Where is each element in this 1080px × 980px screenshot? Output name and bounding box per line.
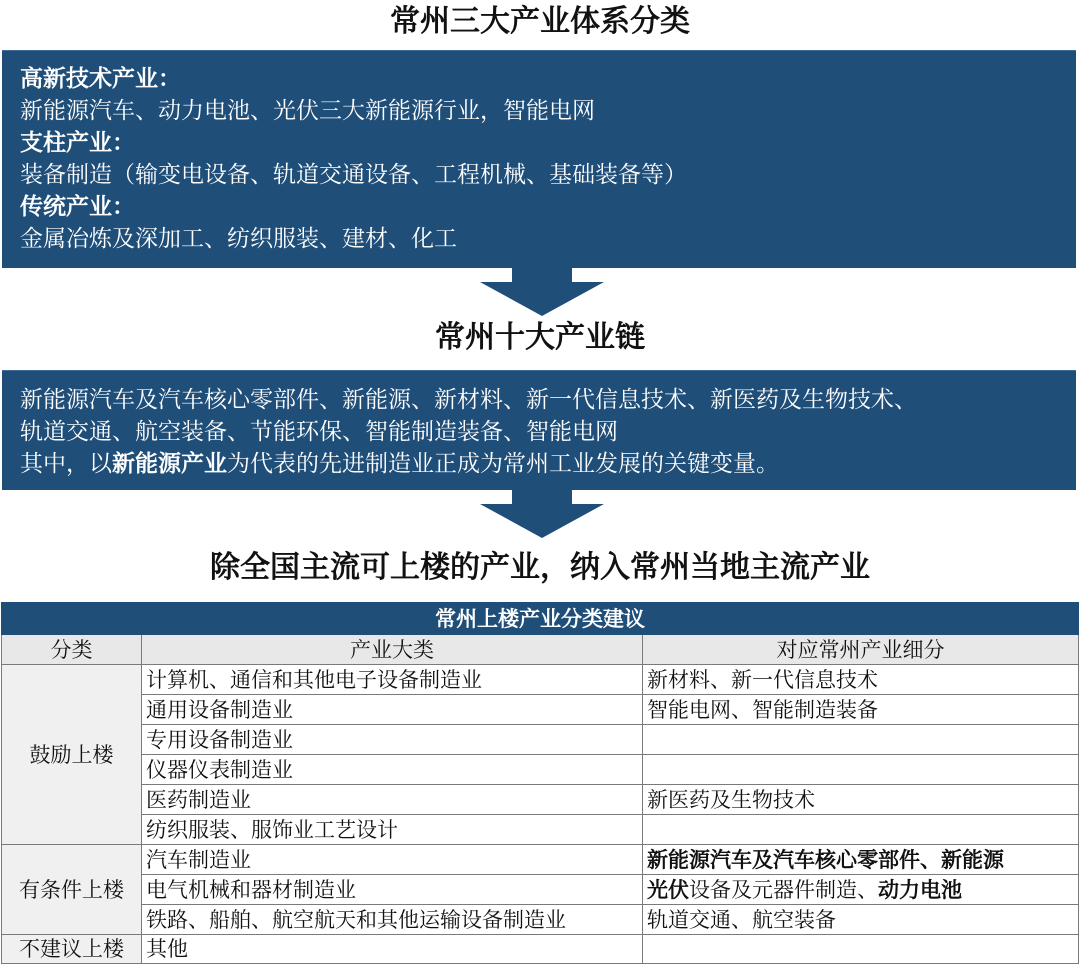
pillar-label: 支柱产业： (20, 130, 135, 156)
detail-cell (643, 755, 1079, 785)
ten-chains-panel (2, 370, 1076, 490)
detail-cell: 智能电网、智能制造装备 (643, 695, 1079, 725)
table-row (2, 695, 1079, 725)
detail-bold-text: 新能源汽车及汽车核心零部件、新能源 (647, 847, 1004, 872)
chains-line-3-post: 为代表的先进制造业正成为常州工业发展的关键变量。 (227, 451, 779, 477)
header-detail: 对应常州产业细分 (643, 635, 1079, 665)
industry-cell: 电气机械和器材制造业 (142, 875, 643, 905)
detail-cell (643, 875, 1079, 905)
industry-cell: 纺织服装、服饰业工艺设计 (142, 815, 643, 845)
industry-cell: 计算机、通信和其他电子设备制造业 (142, 665, 643, 695)
pillar-items: 装备制造（输变电设备、轨道交通设备、工程机械、基础装备等） (20, 162, 687, 188)
traditional-label: 传统产业： (20, 194, 135, 220)
detail-cell (643, 815, 1079, 845)
detail-cell (643, 935, 1079, 964)
new-energy-highlight: 新能源产业 (112, 451, 227, 477)
header-category: 分类 (2, 635, 142, 665)
header-industry: 产业大类 (142, 635, 643, 665)
table-row (2, 725, 1079, 755)
section-title-industry-system: 常州三大产业体系分类 (390, 4, 690, 39)
industry-cell: 汽车制造业 (142, 845, 643, 875)
industry-system-panel (2, 50, 1076, 268)
detail-bold-text: 动力电池 (878, 877, 962, 902)
section-title-local-inclusion: 除全国主流可上楼的产业，纳入常州当地主流产业 (210, 550, 870, 585)
detail-cell: 新材料、新一代信息技术 (643, 665, 1079, 695)
high-tech-label: 高新技术产业： (20, 66, 181, 92)
chains-line-1: 新能源汽车及汽车核心零部件、新能源、新材料、新一代信息技术、新医药及生物技术、 (20, 387, 917, 413)
industry-cell: 其他 (142, 935, 643, 964)
detail-cell: 新医药及生物技术 (643, 785, 1079, 815)
industry-cell: 医药制造业 (142, 785, 643, 815)
traditional-items: 金属冶炼及深加工、纺织服装、建材、化工 (20, 226, 457, 252)
table-row (2, 665, 1079, 695)
detail-plain-text: 设备及元器件制造、 (689, 877, 878, 902)
chains-line-3 (20, 448, 1058, 480)
industry-cell: 仪器仪表制造业 (142, 755, 643, 785)
category-not-recommended: 不建议上楼 (2, 935, 142, 964)
table-row (2, 845, 1079, 875)
detail-cell: 轨道交通、航空装备 (643, 905, 1079, 935)
category-encourage: 鼓励上楼 (2, 665, 142, 845)
down-arrow-icon (480, 268, 604, 316)
chains-line-3-pre: 其中，以 (20, 451, 112, 477)
down-arrow-icon (480, 490, 604, 538)
table-row (2, 905, 1079, 935)
detail-bold-text: 光伏 (647, 877, 689, 902)
industry-cell: 通用设备制造业 (142, 695, 643, 725)
table-row (2, 875, 1079, 905)
table-row (2, 785, 1079, 815)
section-title-ten-chains: 常州十大产业链 (435, 320, 645, 355)
industry-cell: 铁路、船舶、航空航天和其他运输设备制造业 (142, 905, 643, 935)
table-row (2, 935, 1079, 964)
table-caption: 常州上楼产业分类建议 (2, 603, 1079, 635)
table-row (2, 815, 1079, 845)
industry-classification-table (1, 602, 1079, 964)
chains-line-2: 轨道交通、航空装备、节能环保、智能制造装备、智能电网 (20, 419, 618, 445)
industry-cell: 专用设备制造业 (142, 725, 643, 755)
category-conditional: 有条件上楼 (2, 845, 142, 935)
detail-cell (643, 845, 1079, 875)
high-tech-items: 新能源汽车、动力电池、光伏三大新能源行业，智能电网 (20, 98, 595, 124)
detail-cell (643, 725, 1079, 755)
table-row (2, 755, 1079, 785)
